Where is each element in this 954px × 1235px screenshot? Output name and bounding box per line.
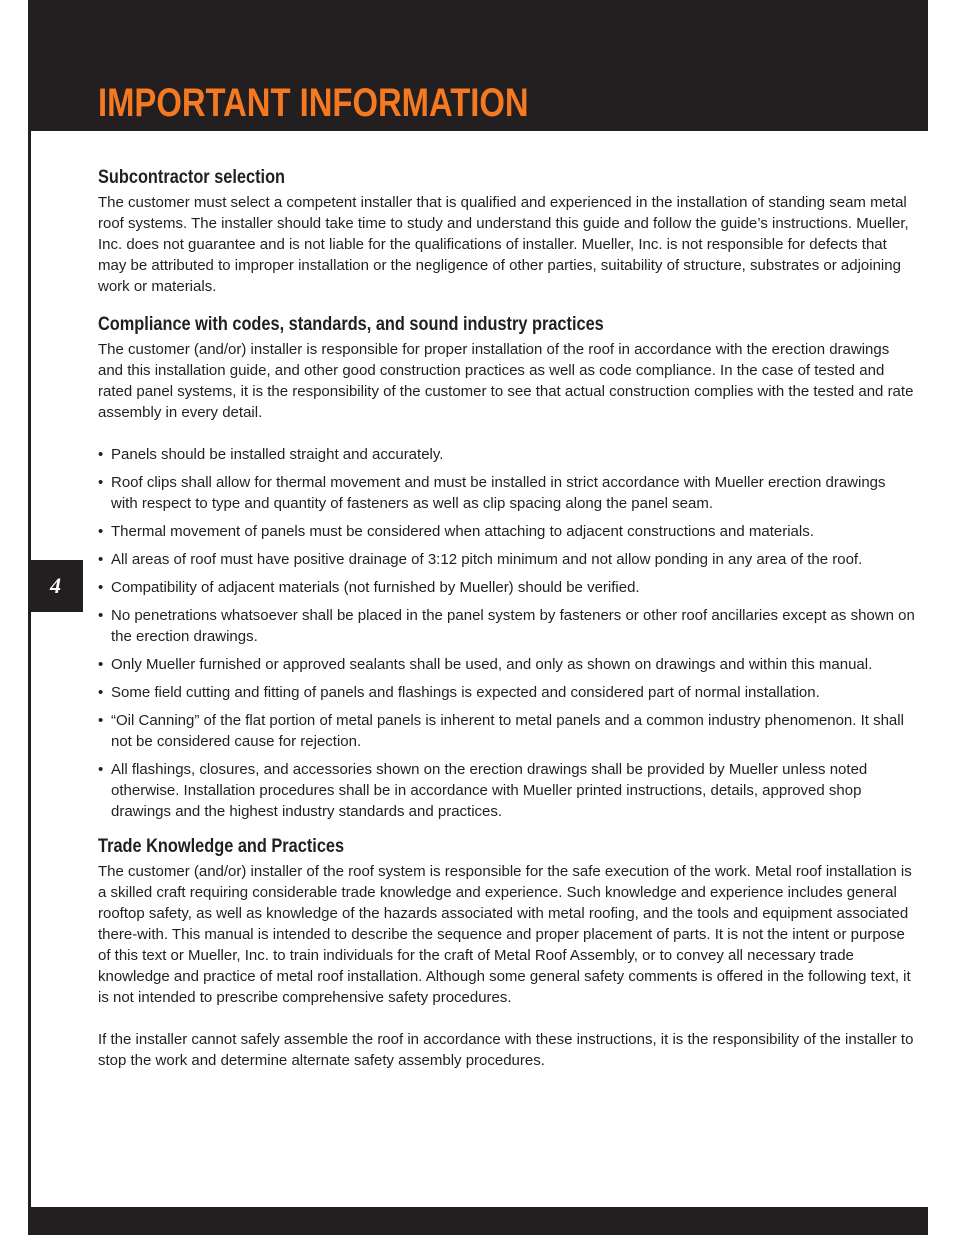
list-item: • Panels should be installed straight and accurately. bbox=[98, 446, 444, 463]
list-item: • Compatibility of adjacent materials (not furnished by Mueller) should be verified. bbox=[98, 579, 640, 596]
footer-band bbox=[28, 1207, 928, 1235]
list-item: • All flashings, closures, and accessories shown on the erection drawings shall be provided by Mueller unless noted otherwise. Installation procedures shall be in accordance with Mueller printed instructions, details, approved shop drawings and the highest industry standards and practices. bbox=[98, 761, 868, 820]
list-item: • All areas of roof must have positive drainage of 3:12 pitch minimum and not allow ponding in any area of the roof. bbox=[98, 551, 863, 568]
list-item: • No penetrations whatsoever shall be placed in the panel system by fasteners or other roof ancillaries except as shown on the erection drawings. bbox=[98, 607, 915, 645]
list-item: • Roof clips shall allow for thermal movement and must be installed in strict accordance with Mueller erection drawings with respect to type and quantity of fasteners as well as clip spacing along the panel seam. bbox=[98, 474, 886, 512]
section-heading: Compliance with codes, standards, and sound industry practices bbox=[98, 314, 604, 335]
list-item: • Only Mueller furnished or approved sealants shall be used, and only as shown on drawings and within this manual. bbox=[98, 656, 873, 673]
section-compliance bbox=[98, 311, 916, 822]
section-paragraph: If the installer cannot safely assemble the roof in accordance with these instructions, it is the responsibility of the installer to stop the work and determine alternate safety assembly procedures. bbox=[98, 1031, 914, 1069]
requirements-list bbox=[98, 444, 916, 822]
section-heading: Trade Knowledge and Practices bbox=[98, 836, 345, 857]
page-number-tab bbox=[28, 560, 83, 612]
section-heading: Subcontractor selection bbox=[98, 167, 286, 188]
page-number: 4 bbox=[50, 573, 61, 598]
section-paragraph: The customer (and/or) installer is responsible for proper installation of the roof in accordance with the erection drawings and this installation guide, and other good construction practices as well as code compliance. In the case of tested and rated panel systems, it is the responsibility of the customer to see that actual construction complies with the tested and rate assembly in every detail. bbox=[98, 341, 914, 421]
list-item: • “Oil Canning” of the flat portion of metal panels is inherent to metal panels and a common industry phenomenon. It shall not be considered cause for rejection. bbox=[98, 712, 904, 750]
list-item: • Thermal movement of panels must be considered when attaching to adjacent constructions and materials. bbox=[98, 523, 814, 540]
section-subcontractor-selection bbox=[98, 164, 916, 297]
section-paragraph: The customer (and/or) installer of the roof system is responsible for the safe execution of the work. Metal roof installation is a skilled craft requiring considerable trade knowledge and experience. Such knowledge and experience includes general rooftop safety, as well as knowledge of the hazards associated with metal roofing, and the tools and equipment associated there-with. This manual is intended to describe the sequence and proper placement of parts. It is not the intent or purpose of this text or Mueller, Inc. to train individuals for the craft of Metal Roof Assembly, or to convey all necessary trade knowledge and practice of metal roof installation. Although some general safety comments is offered in the following text, it is not intended to prescribe comprehensive safety procedures. bbox=[98, 863, 912, 1006]
section-trade-knowledge bbox=[98, 833, 916, 1071]
page-title: IMPORTANT INFORMATION bbox=[98, 81, 529, 125]
section-paragraph: The customer must select a competent installer that is qualified and experienced in the installation of standing seam metal roof systems. The installer should take time to study and understand this guide and follow the guide’s instructions. Mueller, Inc. does not guarantee and is not liable for the qualifications of installer. Mueller, Inc. is not responsible for defects that may be attributed to improper installation or the negligence of other parties, suitability of structure, substrates or adjoining work or materials. bbox=[98, 194, 909, 295]
list-item: • Some field cutting and fitting of panels and flashings is expected and considered part of normal installation. bbox=[98, 684, 820, 701]
left-margin-rule bbox=[28, 0, 31, 1235]
document-body bbox=[98, 164, 916, 1071]
